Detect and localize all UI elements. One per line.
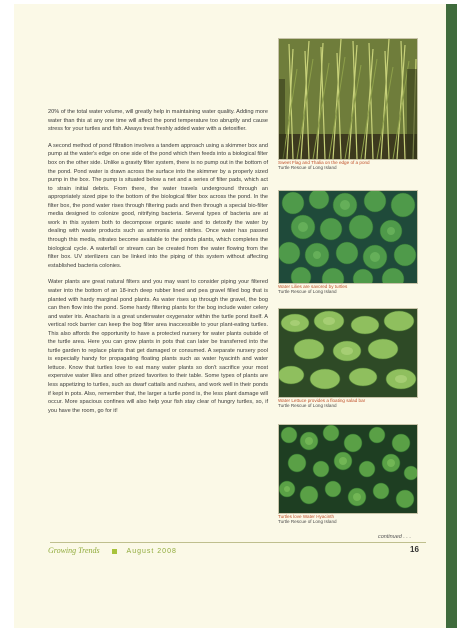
article-body [48,108,268,423]
caption-title: Sweet Flag and Thalia on the edge of a pond [278,160,370,165]
caption-credit: Turtle Rescue of Long Island [278,165,337,171]
footer-divider [50,542,426,543]
footer-square-icon [112,549,117,554]
paragraph-2: A second method of pond filtration involves a tandem approach using a skimmer box and pump at the water's edge on one side of the pond which then feeds into a biological filter box on the other side. Unlike a gravity filter system, there is no pump out in the bottom of the pond. Pond water is drawn across the surface into the skimmer by a properly sized pump in the box. The pump is situated below a net and a series of filter pads, which act to strain initial debris. From there, the water travels underground through an appropriately sized pipe to the bottom of the biological filter box across the pond. In the filter box, the pond water rises through filtering pads and then through a special bio-filter media designed to colonize good, nitrifying bacteria. Several types of bacteria are at work in this system both to decompose organic waste and to detoxify the water by dealing with waste products such as ammonia and nitrites. Once water has passed through this media, nitrates become available to the ponds plants, which completes the biological cycle. A waterfall or stream can be created from the water flowing from the filter box. UV sterilizers can be linked into the piping of this system without affecting established bacteria colonies. [48,142,268,269]
caption-title: Turtles love Water Hyacinth [278,514,335,519]
caption-photo-1 [278,160,428,171]
continued-label: continued . . . [378,534,412,540]
page-footer [48,546,177,558]
photo-sweet-flag [278,38,418,160]
paragraph-3: Water plants are great natural filters and you may want to consider piping your filtered water into the bottom of an 18-inch deep rubber lined and pea gravel filled bog that is planted with hardy marginal pond plants. As water rises up through the gravel, the bog can then flow into the pond. Some hardy filtering plants for the bog include water celery and water iris. Anacharis is a great underwater oxygenator within the turtle pond itself. A vertical rock barrier can keep the bog filter area inaccessible to your plant-eating turtles. This also affords the opportunity to have a protected nursery for water plants outside of the turtle area. Here you can grow plants in pots that can later be transferred into the turtle garden to replace plants that get damaged or consumed. A separate nursery pool is especially handy for propagating floating plants such as water hyacinth and water lettuce. Know that turtles love to eat many water plants so don't sacrifice your most expensive water lilies and other prized favorites to their table. Some types of plants are less appetizing to turtles, such as dwarf cattails and rushes, and work well in their ponds if kept in pots. Also, remember that, the larger a turtle pond is, the less plant damage will occur. More spacious confines will also help your fish stay clear of hungry turtles, so, if you have the room, go for it! [48,279,268,414]
paragraph-1: 20% of the total water volume, will greatly help in maintaining water quality. Adding more water than this at any one time will affect the pond temperature too abruptly and cause stress for your turtles and fish. Always treat freshly added water with a detoxifier. [48,109,268,133]
page-number: 16 [410,545,419,554]
photo-water-lilies [278,190,418,284]
caption-credit: Turtle Rescue of Long Island [278,403,337,409]
page-edge-bar [446,4,457,628]
caption-credit: Turtle Rescue of Long Island [278,289,337,295]
magazine-brand: Growing Trends [48,546,100,555]
caption-title: Water Lettuce provides a floating salad bar [278,398,366,403]
photo-water-lettuce [278,308,418,398]
photo-water-hyacinth [278,424,418,514]
caption-photo-2 [278,284,428,295]
caption-photo-4 [278,514,428,525]
caption-title: Water Lilies are savored by turtles [278,284,348,289]
caption-photo-3 [278,398,428,409]
caption-credit: Turtle Rescue of Long Island [278,519,337,525]
issue-date: August 2008 [126,548,177,555]
